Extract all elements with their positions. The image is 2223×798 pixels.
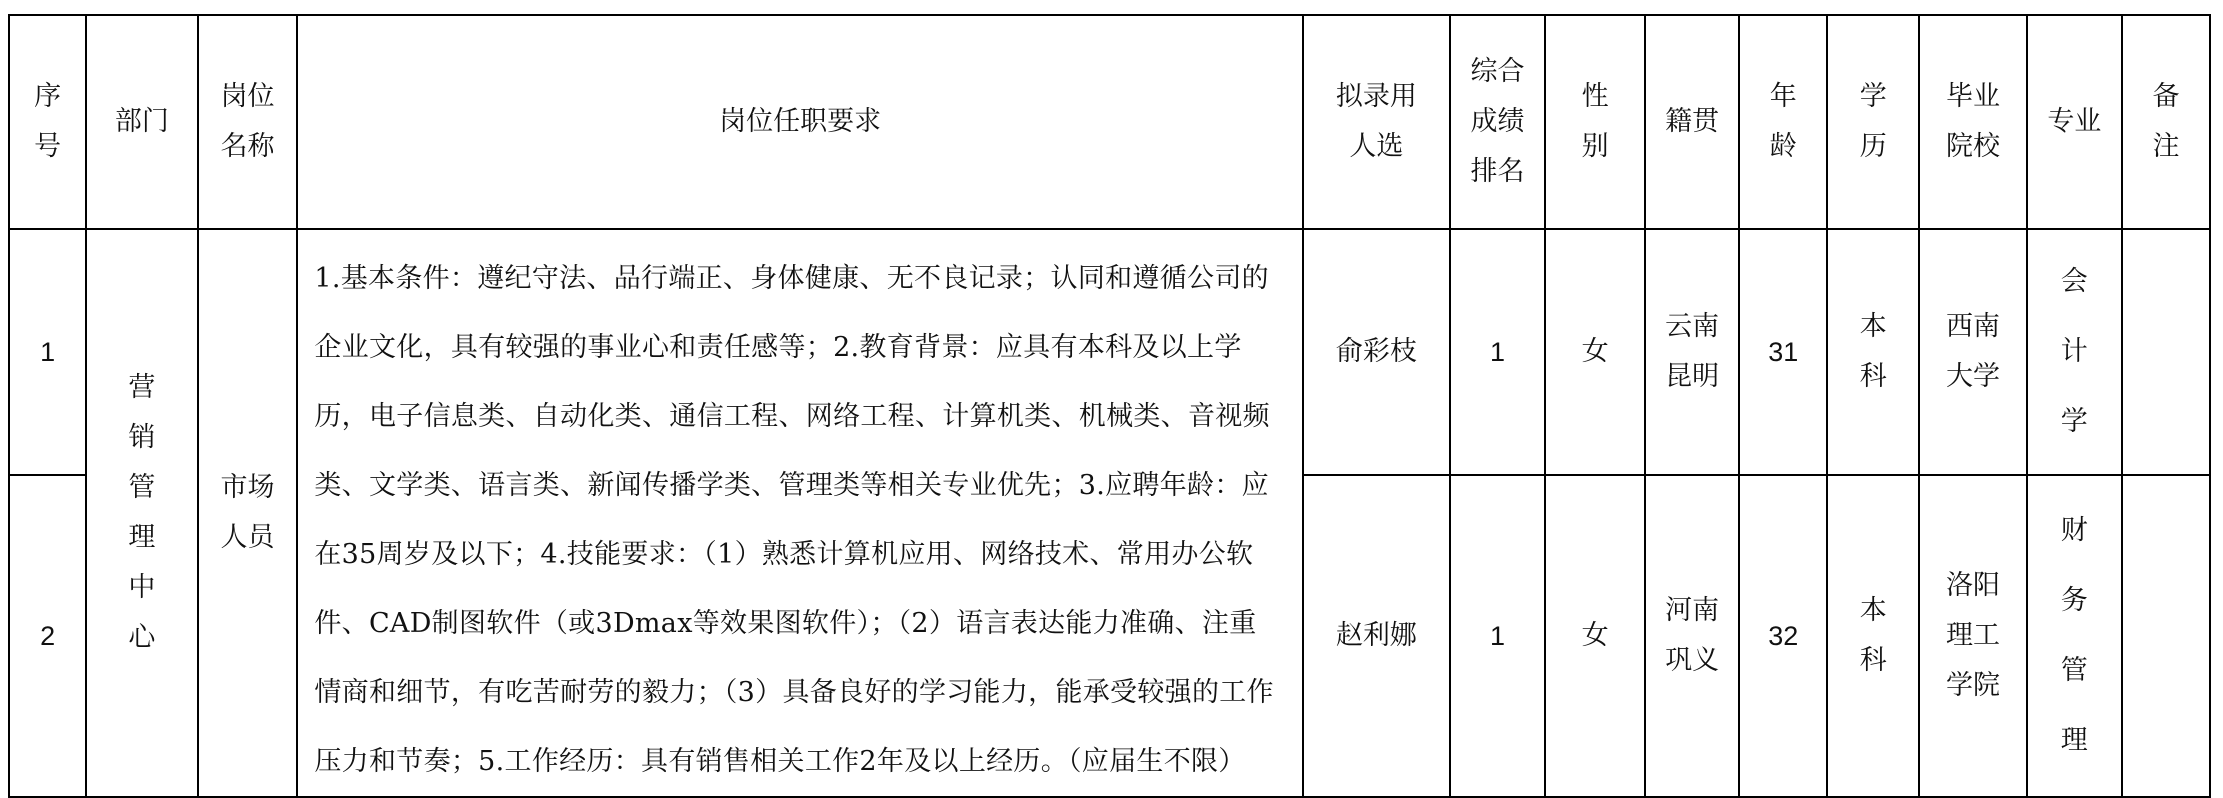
header-age: 年龄: [1739, 15, 1827, 229]
remarks-cell: [2122, 229, 2210, 475]
recruitment-table: [8, 14, 2211, 798]
origin-cell: 云南昆明: [1645, 229, 1739, 475]
origin-cell: 河南巩义: [1645, 475, 1739, 797]
major-cell: 财务管理: [2027, 475, 2122, 797]
header-gender: 性别: [1545, 15, 1645, 229]
gender-cell: 女: [1545, 475, 1645, 797]
education-cell: 本科: [1827, 475, 1919, 797]
header-candidate: 拟录用人选: [1303, 15, 1450, 229]
rank-cell: 1: [1450, 475, 1545, 797]
header-seq: 序号: [9, 15, 86, 229]
header-school: 毕业院校: [1919, 15, 2026, 229]
age-cell: 32: [1739, 475, 1827, 797]
header-dept: 部门: [86, 15, 197, 229]
candidate-cell: 赵利娜: [1303, 475, 1450, 797]
header-remarks: 备注: [2122, 15, 2210, 229]
gender-cell: 女: [1545, 229, 1645, 475]
header-rank: 综合成绩排名: [1450, 15, 1545, 229]
header-requirements: 岗位任职要求: [297, 15, 1303, 229]
header-row: [9, 15, 2210, 229]
table-row: [9, 229, 2210, 475]
header-major: 专业: [2027, 15, 2122, 229]
row-seq: 2: [9, 475, 86, 797]
age-cell: 31: [1739, 229, 1827, 475]
rank-cell: 1: [1450, 229, 1545, 475]
requirements-cell: 1.基本条件：遵纪守法、品行端正、身体健康、无不良记录；认同和遵循公司的企业文化，具有较强的事业心和责任感等；2.教育背景：应具有本科及以上学历，电子信息类、自动化类、通信工程、网络工程、计算机类、机械类、音视频类、文学类、语言类、新闻传播学类、管理类等相关专业优先；3.应聘年龄：应在35周岁及以下；4.技能要求：（1）熟悉计算机应用、网络技术、常用办公软件、CAD制图软件（或3Dmax等效果图软件）；（2）语言表达能力准确、注重情商和细节，有吃苦耐劳的毅力；（3）具备良好的学习能力，能承受较强的工作压力和节奏；5.工作经历：具有销售相关工作2年及以上经历。（应届生不限）: [297, 229, 1303, 797]
header-education: 学历: [1827, 15, 1919, 229]
header-position: 岗位名称: [198, 15, 298, 229]
header-origin: 籍贯: [1645, 15, 1739, 229]
education-cell: 本科: [1827, 229, 1919, 475]
remarks-cell: [2122, 475, 2210, 797]
candidate-cell: 俞彩枝: [1303, 229, 1450, 475]
position-cell: 市场人员: [198, 229, 298, 797]
row-seq: 1: [9, 229, 86, 475]
dept-cell: 营销管理中心: [86, 229, 197, 797]
school-cell: 西南大学: [1919, 229, 2026, 475]
school-cell: 洛阳理工学院: [1919, 475, 2026, 797]
major-cell: 会计学: [2027, 229, 2122, 475]
